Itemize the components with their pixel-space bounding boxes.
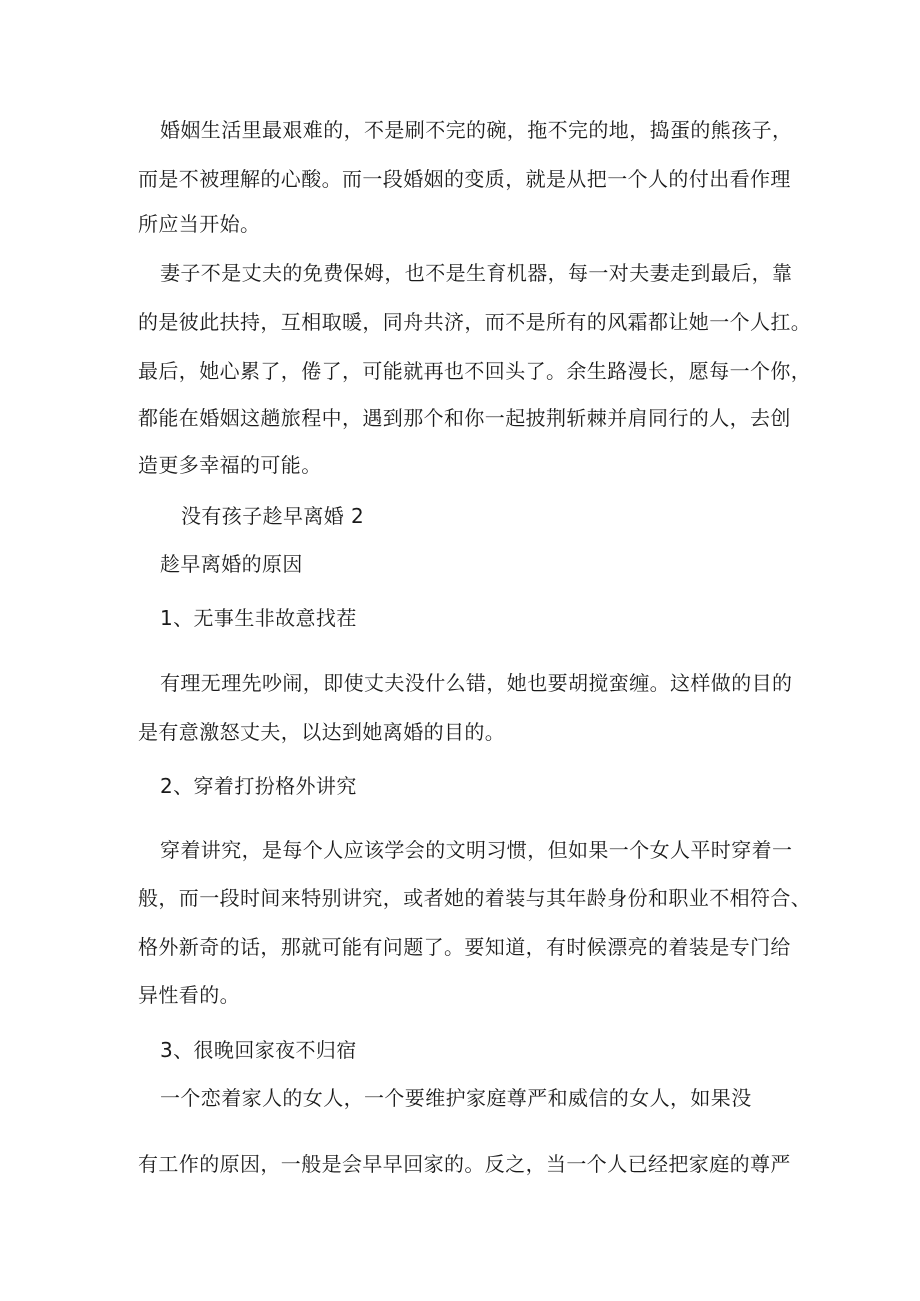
item-1-line-2: 是有意激怒丈夫，以达到她离婚的目的。 xyxy=(138,720,506,744)
item-3-line-1: 一个恋着家人的女人，一个要维护家庭尊严和威信的女人，如果没 xyxy=(160,1086,752,1110)
item-2-line-1: 穿着讲究，是每个人应该学会的文明习惯，但如果一个女人平时穿着一 xyxy=(160,838,793,862)
section-title: 没有孩子趁早离婚 2 xyxy=(181,504,365,528)
item-2-heading: 2、穿着打扮格外讲究 xyxy=(160,774,357,798)
paragraph-2-line-3: 最后，她心累了，倦了，可能就再也不回头了。余生路漫长，愿每一个你， xyxy=(138,359,812,383)
paragraph-2-line-2: 的是彼此扶持，互相取暖，同舟共济，而不是所有的风霜都让她一个人扛。 xyxy=(138,310,812,334)
item-1-line-1: 有理无理先吵闹，即使丈夫没什么错，她也要胡搅蛮缠。这样做的目的 xyxy=(160,671,793,695)
paragraph-2-line-4: 都能在婚姻这趟旅程中，遇到那个和你一起披荆斩棘并肩同行的人，去创 xyxy=(138,406,791,430)
item-2-line-2: 般，而一段时间来特别讲究，或者她的着装与其年龄身份和职业不相符合、 xyxy=(138,886,812,910)
item-3-line-2: 有工作的原因，一般是会早早回家的。反之，当一个人已经把家庭的尊严 xyxy=(138,1152,791,1176)
item-2-line-4: 异性看的。 xyxy=(138,983,240,1007)
section-subtitle: 趁早离婚的原因 xyxy=(160,552,303,576)
paragraph-1-line-3: 所应当开始。 xyxy=(138,212,261,236)
paragraph-1-line-2: 而是不被理解的心酸。而一段婚姻的变质，就是从把一个人的付出看作理 xyxy=(138,167,791,191)
item-2-line-3: 格外新奇的话，那就可能有问题了。要知道，有时候漂亮的着装是专门给 xyxy=(138,935,791,959)
paragraph-2-line-5: 造更多幸福的可能。 xyxy=(138,453,322,477)
paragraph-2-line-1: 妻子不是丈夫的免费保姆，也不是生育机器，每一对夫妻走到最后，靠 xyxy=(160,261,793,285)
item-3-heading: 3、很晚回家夜不归宿 xyxy=(160,1038,357,1062)
paragraph-1-line-1: 婚姻生活里最艰难的，不是刷不完的碗，拖不完的地，捣蛋的熊孩子， xyxy=(160,118,793,142)
item-1-heading: 1、无事生非故意找茬 xyxy=(160,606,357,630)
